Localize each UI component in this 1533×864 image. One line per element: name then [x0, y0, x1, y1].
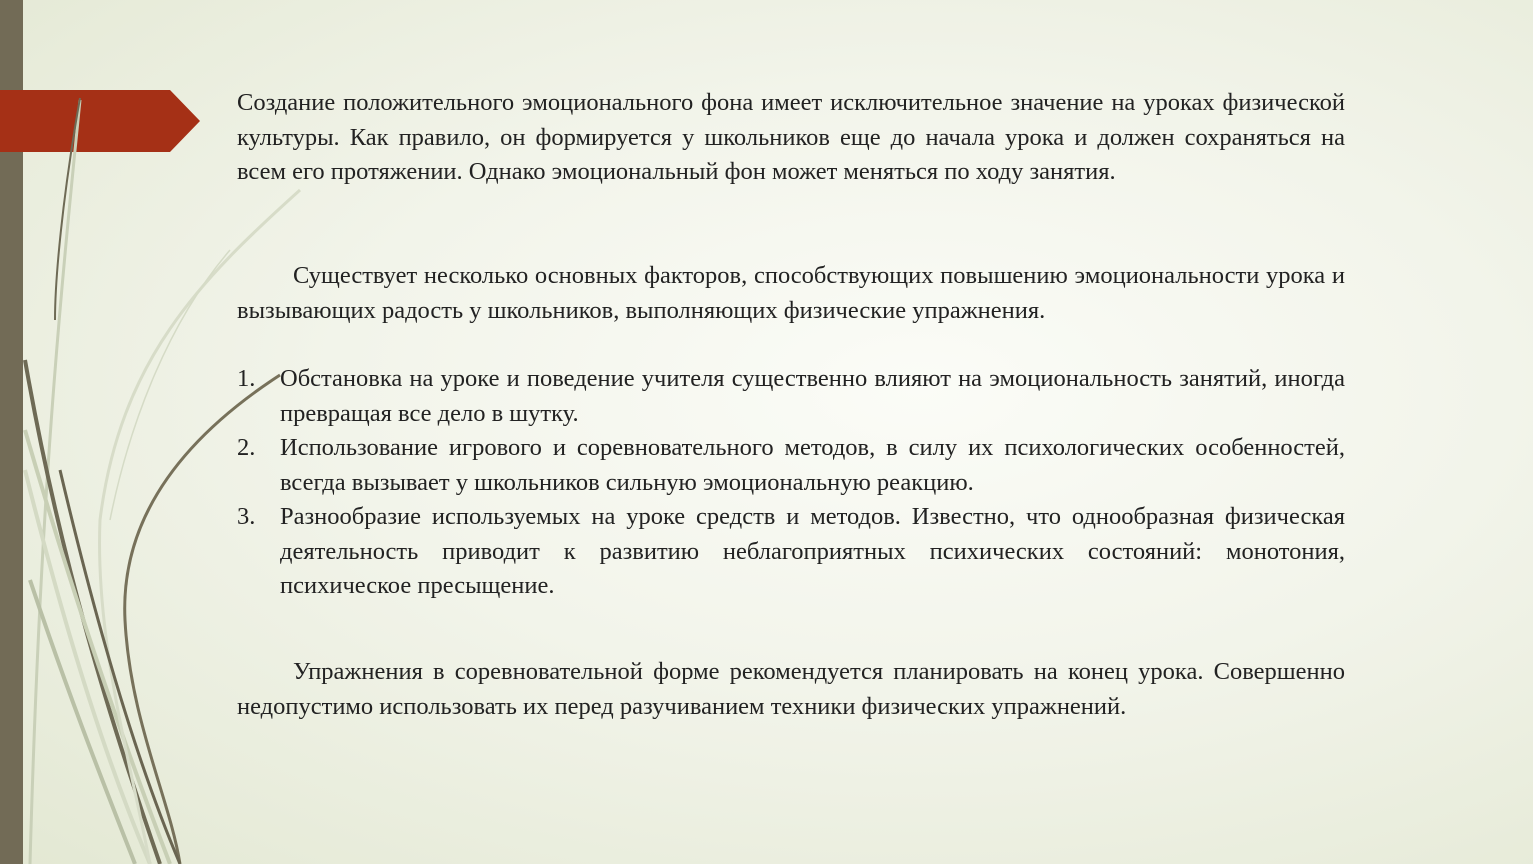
intro-paragraph: Создание положительного эмоционального фона имеет исключительное значение на уроках физической культуры. Как правило, он формируется у школьников еще до начала урока и должен сохраняться на всем его протяжении. Однако эмоциональный фон может меняться по ходу занятия.	[237, 89, 1345, 186]
list-number: 2.	[237, 434, 256, 461]
list-item	[237, 431, 1345, 500]
factors-paragraph: Существует несколько основных факторов, способствующих повышению эмоциональности урока и вызывающих радость у школьников, выполняющих физические упражнения.	[237, 262, 1345, 324]
list-text: Разнообразие используемых на уроке средств и методов. Известно, что однообразная физическая деятельность приводит к развитию неблагоприятных психических состояний: монотония, психическое пресыщение.	[280, 503, 1345, 600]
list-number: 3.	[237, 503, 256, 530]
list-text: Использование игрового и соревновательного методов, в силу их психологических особенностей, всегда вызывает у школьников сильную эмоциональную реакцию.	[280, 434, 1345, 496]
list-number: 1.	[237, 365, 256, 392]
list-item	[237, 500, 1345, 604]
list-text: Обстановка на уроке и поведение учителя существенно влияют на эмоциональность занятий, иногда превращая все дело в шутку.	[280, 365, 1345, 427]
list-item	[237, 362, 1345, 431]
conclusion-paragraph: Упражнения в соревновательной форме рекомендуется планировать на конец урока. Совершенно недопустимо использовать их перед разучиванием техники физических упражнений.	[237, 658, 1345, 720]
